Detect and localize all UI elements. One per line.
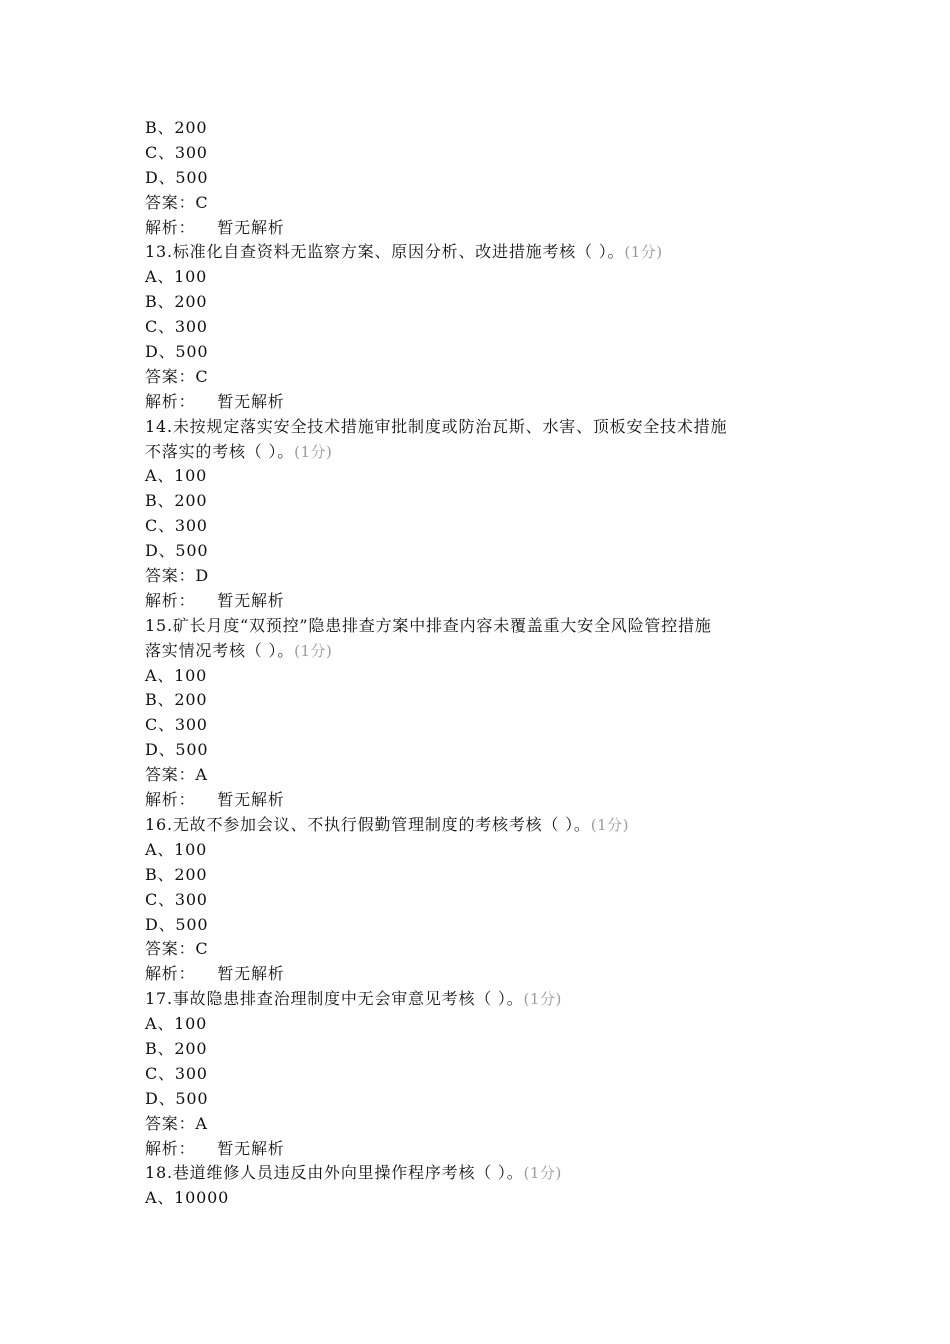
option-a: A、100	[145, 267, 208, 287]
question-17	[145, 987, 825, 1012]
option-c: C、300	[145, 142, 208, 162]
option-d: D、500	[145, 740, 209, 760]
answer-line: 答案：A	[145, 1113, 208, 1133]
analysis-text: 暂无解析	[217, 391, 285, 411]
analysis-label: 解析：	[145, 964, 196, 984]
option-d: D、500	[145, 167, 209, 187]
question-text: 13.标准化自查资料无监察方案、原因分析、改进措施考核（ ）。	[145, 242, 625, 262]
analysis-text: 暂无解析	[217, 790, 285, 810]
option-c: C、300	[145, 317, 208, 337]
question-13	[145, 240, 825, 265]
analysis-label: 解析：	[145, 1138, 196, 1158]
question-16	[145, 813, 825, 838]
analysis-text: 暂无解析	[217, 1138, 285, 1158]
analysis-label: 解析：	[145, 391, 196, 411]
answer-line: 答案：C	[145, 366, 209, 386]
option-a: A、10000	[145, 1188, 230, 1208]
score-badge: (1分)	[590, 815, 629, 834]
question-15-continued	[145, 639, 825, 664]
question-14: 14.未按规定落实安全技术措施审批制度或防治瓦斯、水害、顶板安全技术措施	[145, 416, 728, 436]
question-text: 18.巷道维修人员违反由外向里操作程序考核（ ）。	[145, 1163, 524, 1183]
option-a: A、100	[145, 839, 208, 859]
question-text: 16.无故不参加会议、不执行假勤管理制度的考核考核（ ）。	[145, 814, 591, 834]
option-d: D、500	[145, 914, 209, 934]
question-18	[145, 1161, 825, 1186]
question-14-continued	[145, 440, 825, 465]
score-badge: (1分)	[294, 442, 333, 461]
option-c: C、300	[145, 1063, 208, 1083]
analysis-line	[145, 589, 825, 614]
option-c: C、300	[145, 516, 208, 536]
question-text: 落实情况考核（ ）。	[145, 640, 295, 660]
option-b: B、200	[145, 118, 208, 137]
option-d: D、500	[145, 342, 209, 362]
option-b: B、200	[145, 864, 208, 884]
analysis-label: 解析：	[145, 590, 196, 610]
question-text: 不落实的考核（ ）。	[145, 441, 295, 461]
option-a: A、100	[145, 665, 208, 685]
option-b: B、200	[145, 491, 208, 511]
analysis-line	[145, 788, 825, 813]
option-c: C、300	[145, 889, 208, 909]
question-text: 17.事故隐患排查治理制度中无会审意见考核（ ）。	[145, 989, 524, 1009]
score-badge: (1分)	[624, 243, 663, 262]
option-a: A、100	[145, 1014, 208, 1034]
analysis-line	[145, 216, 825, 241]
option-d: D、500	[145, 541, 209, 561]
option-d: D、500	[145, 1088, 209, 1108]
analysis-line	[145, 1137, 825, 1162]
answer-line: 答案：A	[145, 765, 208, 785]
option-c: C、300	[145, 715, 208, 735]
analysis-line	[145, 962, 825, 987]
question-15: 15.矿长月度“双预控”隐患排查方案中排查内容未覆盖重大安全风险管控措施	[145, 615, 712, 635]
analysis-line	[145, 390, 825, 415]
score-badge: (1分)	[523, 1164, 562, 1183]
answer-line: 答案：C	[145, 939, 209, 959]
analysis-text: 暂无解析	[217, 590, 285, 610]
option-a: A、100	[145, 466, 208, 486]
analysis-label: 解析：	[145, 217, 196, 237]
answer-line: 答案：D	[145, 566, 210, 586]
analysis-label: 解析：	[145, 790, 196, 810]
answer-line: 答案：C	[145, 192, 209, 212]
document-page	[145, 116, 825, 1211]
analysis-text: 暂无解析	[217, 964, 285, 984]
analysis-text: 暂无解析	[217, 217, 285, 237]
score-badge: (1分)	[294, 641, 333, 660]
option-b: B、200	[145, 292, 208, 312]
score-badge: (1分)	[523, 990, 562, 1009]
option-b: B、200	[145, 1038, 208, 1058]
option-b: B、200	[145, 690, 208, 710]
